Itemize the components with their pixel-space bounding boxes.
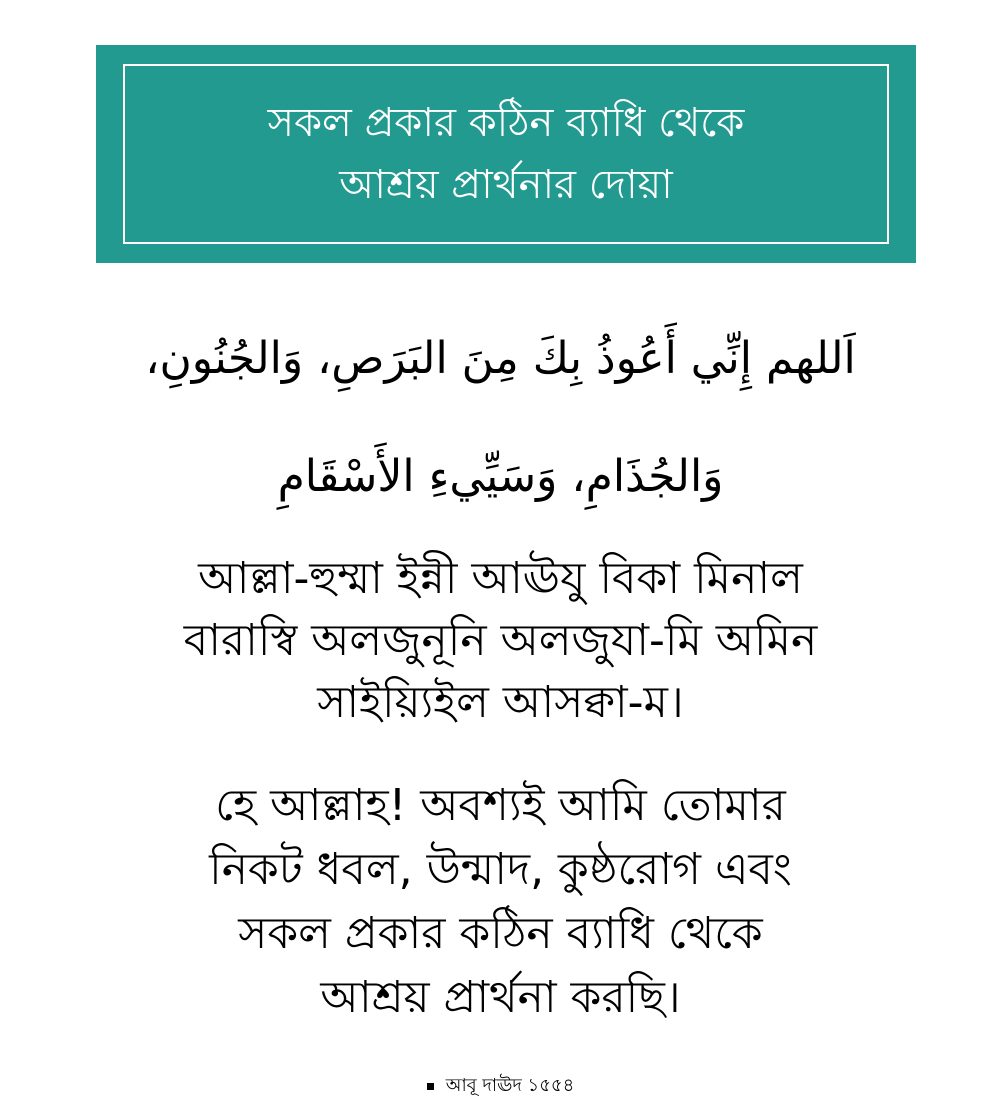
transliteration-line-3: সাইয়্যিইল আসক্বা-ম। (317, 677, 684, 728)
title-line-2: আশ্রয় প্রার্থনার দোয়া (339, 162, 673, 208)
title-line-1: সকল প্রকার কঠিন ব্যাধি থেকে (267, 100, 745, 146)
title-frame (123, 64, 889, 244)
transliteration (60, 548, 941, 734)
arabic-line-2: وَالجُذَامِ، وَسَيِّيءِ الأَسْقَامِ (277, 451, 724, 502)
transliteration-line-2: বারাস্বি অলজুনূনি অলজুযা-মি অমিন (183, 615, 818, 666)
square-bullet-icon (427, 1083, 434, 1090)
meaning (60, 774, 941, 1030)
meaning-line-3: সকল প্রকার কঠিন ব্যাধি থেকে (238, 908, 763, 959)
meaning-line-4: আশ্রয় প্রার্থনা করছি। (320, 972, 681, 1023)
arabic-dua (80, 300, 921, 536)
reference-text: আবূ দাঊদ ১৫৫৪ (445, 1075, 575, 1096)
meaning-line-1: হে আল্লাহ! অবশ্যই আমি তোমার (215, 780, 786, 831)
title-banner (96, 45, 916, 263)
meaning-line-2: নিকট ধবল, উন্মাদ, কুষ্ঠরোগ এবং (209, 844, 792, 895)
reference (0, 1072, 1001, 1100)
transliteration-line-1: আল্লা-হুম্মা ইন্নী আঊযু বিকা মিনাল (198, 553, 803, 604)
arabic-line-1: اَللهم إِنِّي أَعُوذُ بِكَ مِنَ البَرَصِ، وَالجُنُونِ، (145, 333, 856, 384)
